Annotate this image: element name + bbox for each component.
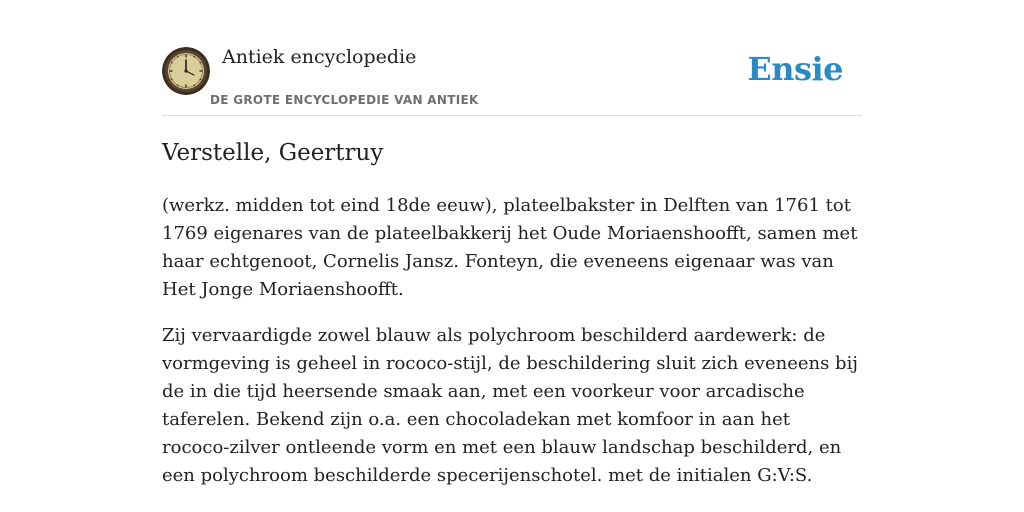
article-paragraph: (werkz. midden tot eind 18de eeuw), plateelbakster in Delften van 1761 tot 1769 eigenares van de plateelbakkerij het Oude Moriaenshoofft, samen met haar echtgenoot, Cornelis Jansz. Fonteyn, die eveneens eigenaar was van Het Jonge Moriaenshoofft. xyxy=(162,195,858,300)
article-body xyxy=(162,192,862,508)
antique-clock-icon[interactable] xyxy=(162,47,210,95)
site-subtitle: DE GROTE ENCYCLOPEDIE VAN ANTIEK xyxy=(210,93,479,107)
article-title: Verstelle, Geertruy xyxy=(162,140,384,166)
article-paragraph: Zij vervaardigde zowel blauw als polychroom beschilderd aardewerk: de vormgeving is geheel in rococo-stijl, de beschildering sluit zich eveneens bij de in die tijd heersende smaak aan, met een voorkeur voor arcadische taferelen. Bekend zijn o.a. een chocoladekan met komfoor in aan het rococo-zilver ontleende vorm en met een blauw landschap beschilderd, en een polychroom beschilderde specerijenschotel. met de initialen G:V:S. xyxy=(162,325,858,486)
site-title[interactable]: Antiek encyclopedie xyxy=(222,46,417,68)
clock-illustration xyxy=(162,47,210,95)
ensie-logo[interactable]: Ensie xyxy=(747,50,843,88)
header-divider xyxy=(162,115,862,116)
site-header xyxy=(162,44,862,116)
